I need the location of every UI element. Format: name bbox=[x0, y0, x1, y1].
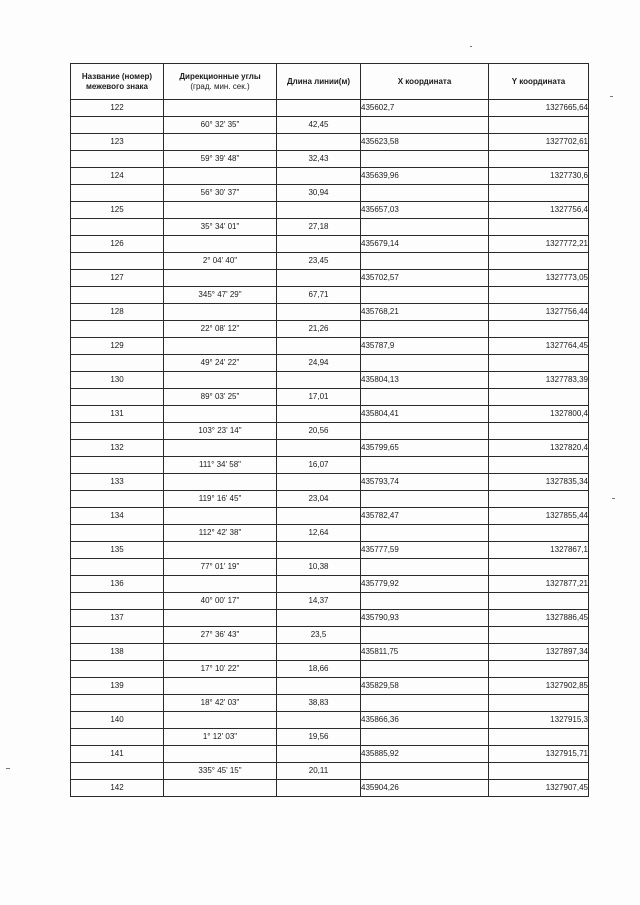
empty-cell bbox=[361, 253, 489, 270]
y-coordinate-cell: 1327855,44 bbox=[489, 508, 589, 525]
empty-cell bbox=[71, 593, 164, 610]
empty-cell bbox=[164, 202, 277, 219]
y-coordinate-cell: 1327783,39 bbox=[489, 372, 589, 389]
empty-cell bbox=[164, 746, 277, 763]
x-coordinate-cell: 435866,36 bbox=[361, 712, 489, 729]
point-name-cell: 128 bbox=[71, 304, 164, 321]
line-length-cell: 38,83 bbox=[277, 695, 361, 712]
empty-cell bbox=[71, 661, 164, 678]
point-row bbox=[71, 168, 589, 185]
point-name-cell: 132 bbox=[71, 440, 164, 457]
empty-cell bbox=[277, 338, 361, 355]
empty-cell bbox=[164, 474, 277, 491]
empty-cell bbox=[489, 559, 589, 576]
direction-angle-cell: 335° 45' 15" bbox=[164, 763, 277, 780]
scan-speck bbox=[470, 46, 472, 47]
point-name-cell: 140 bbox=[71, 712, 164, 729]
direction-angle-cell: 18° 42' 03" bbox=[164, 695, 277, 712]
scan-speck bbox=[6, 768, 10, 769]
empty-cell bbox=[164, 678, 277, 695]
y-coordinate-cell: 1327877,21 bbox=[489, 576, 589, 593]
point-name-cell: 137 bbox=[71, 610, 164, 627]
point-name-cell: 134 bbox=[71, 508, 164, 525]
empty-cell bbox=[361, 593, 489, 610]
x-coordinate-cell: 435657,03 bbox=[361, 202, 489, 219]
point-row bbox=[71, 202, 589, 219]
line-length-cell: 20,56 bbox=[277, 423, 361, 440]
empty-cell bbox=[277, 440, 361, 457]
line-length-cell: 67,71 bbox=[277, 287, 361, 304]
point-name-cell: 135 bbox=[71, 542, 164, 559]
point-name-cell: 126 bbox=[71, 236, 164, 253]
line-length-cell: 42,45 bbox=[277, 117, 361, 134]
empty-cell bbox=[489, 695, 589, 712]
direction-angle-cell: 111° 34' 58" bbox=[164, 457, 277, 474]
y-coordinate-cell: 1327756,4 bbox=[489, 202, 589, 219]
empty-cell bbox=[489, 253, 589, 270]
y-coordinate-cell: 1327902,85 bbox=[489, 678, 589, 695]
empty-cell bbox=[164, 644, 277, 661]
empty-cell bbox=[71, 457, 164, 474]
empty-cell bbox=[361, 151, 489, 168]
x-coordinate-cell: 435639,96 bbox=[361, 168, 489, 185]
empty-cell bbox=[71, 729, 164, 746]
segment-row bbox=[71, 457, 589, 474]
empty-cell bbox=[164, 338, 277, 355]
line-length-cell: 32,43 bbox=[277, 151, 361, 168]
empty-cell bbox=[361, 525, 489, 542]
empty-cell bbox=[277, 508, 361, 525]
empty-cell bbox=[164, 542, 277, 559]
empty-cell bbox=[361, 355, 489, 372]
y-coordinate-cell: 1327907,45 bbox=[489, 780, 589, 797]
line-length-cell: 23,45 bbox=[277, 253, 361, 270]
empty-cell bbox=[489, 423, 589, 440]
point-name-cell: 139 bbox=[71, 678, 164, 695]
empty-cell bbox=[277, 746, 361, 763]
empty-cell bbox=[71, 253, 164, 270]
point-name-cell: 141 bbox=[71, 746, 164, 763]
direction-angle-cell: 103° 23' 14" bbox=[164, 423, 277, 440]
empty-cell bbox=[277, 100, 361, 117]
table-header-row bbox=[71, 64, 589, 100]
y-coordinate-cell: 1327702,61 bbox=[489, 134, 589, 151]
direction-angle-cell: 60° 32' 35" bbox=[164, 117, 277, 134]
empty-cell bbox=[277, 406, 361, 423]
segment-row bbox=[71, 423, 589, 440]
empty-cell bbox=[489, 185, 589, 202]
y-coordinate-cell: 1327835,34 bbox=[489, 474, 589, 491]
point-name-cell: 142 bbox=[71, 780, 164, 797]
empty-cell bbox=[164, 236, 277, 253]
empty-cell bbox=[277, 678, 361, 695]
point-row bbox=[71, 372, 589, 389]
empty-cell bbox=[361, 389, 489, 406]
empty-cell bbox=[71, 491, 164, 508]
direction-angle-cell: 1° 12' 03" bbox=[164, 729, 277, 746]
y-coordinate-cell: 1327820,4 bbox=[489, 440, 589, 457]
empty-cell bbox=[489, 661, 589, 678]
empty-cell bbox=[489, 491, 589, 508]
line-length-cell: 21,26 bbox=[277, 321, 361, 338]
empty-cell bbox=[361, 491, 489, 508]
boundary-points-table bbox=[70, 63, 589, 797]
empty-cell bbox=[71, 321, 164, 338]
x-coordinate-cell: 435811,75 bbox=[361, 644, 489, 661]
y-coordinate-cell: 1327756,44 bbox=[489, 304, 589, 321]
line-length-cell: 24,94 bbox=[277, 355, 361, 372]
empty-cell bbox=[489, 117, 589, 134]
segment-row bbox=[71, 389, 589, 406]
point-name-cell: 136 bbox=[71, 576, 164, 593]
y-coordinate-cell: 1327800,4 bbox=[489, 406, 589, 423]
point-row bbox=[71, 712, 589, 729]
empty-cell bbox=[164, 610, 277, 627]
point-name-cell: 122 bbox=[71, 100, 164, 117]
direction-angle-cell: 56° 30' 37" bbox=[164, 185, 277, 202]
point-name-cell: 138 bbox=[71, 644, 164, 661]
empty-cell bbox=[277, 780, 361, 797]
direction-angle-cell: 27° 36' 43" bbox=[164, 627, 277, 644]
segment-row bbox=[71, 661, 589, 678]
direction-angle-cell: 22° 08' 12" bbox=[164, 321, 277, 338]
point-name-cell: 133 bbox=[71, 474, 164, 491]
x-coordinate-cell: 435804,13 bbox=[361, 372, 489, 389]
empty-cell bbox=[361, 559, 489, 576]
empty-cell bbox=[361, 219, 489, 236]
x-coordinate-cell: 435768,21 bbox=[361, 304, 489, 321]
direction-angle-cell: 59° 39' 48" bbox=[164, 151, 277, 168]
empty-cell bbox=[71, 151, 164, 168]
x-coordinate-cell: 435679,14 bbox=[361, 236, 489, 253]
empty-cell bbox=[164, 780, 277, 797]
direction-angle-cell: 2° 04' 40" bbox=[164, 253, 277, 270]
point-row bbox=[71, 610, 589, 627]
x-coordinate-cell: 435777,59 bbox=[361, 542, 489, 559]
empty-cell bbox=[361, 763, 489, 780]
segment-row bbox=[71, 151, 589, 168]
empty-cell bbox=[164, 508, 277, 525]
empty-cell bbox=[277, 644, 361, 661]
empty-cell bbox=[489, 219, 589, 236]
empty-cell bbox=[277, 202, 361, 219]
direction-angle-cell: 112° 42' 38" bbox=[164, 525, 277, 542]
header-line-length: Длина линии(м) bbox=[277, 64, 361, 100]
segment-row bbox=[71, 117, 589, 134]
empty-cell bbox=[277, 372, 361, 389]
segment-row bbox=[71, 729, 589, 746]
x-coordinate-cell: 435793,74 bbox=[361, 474, 489, 491]
direction-angle-cell: 77° 01' 19" bbox=[164, 559, 277, 576]
empty-cell bbox=[164, 576, 277, 593]
empty-cell bbox=[489, 287, 589, 304]
empty-cell bbox=[361, 695, 489, 712]
empty-cell bbox=[277, 134, 361, 151]
empty-cell bbox=[489, 627, 589, 644]
x-coordinate-cell: 435790,93 bbox=[361, 610, 489, 627]
line-length-cell: 20,11 bbox=[277, 763, 361, 780]
empty-cell bbox=[71, 763, 164, 780]
direction-angle-cell: 345° 47' 29" bbox=[164, 287, 277, 304]
empty-cell bbox=[361, 117, 489, 134]
segment-row bbox=[71, 525, 589, 542]
point-name-cell: 124 bbox=[71, 168, 164, 185]
line-length-cell: 27,18 bbox=[277, 219, 361, 236]
empty-cell bbox=[71, 185, 164, 202]
empty-cell bbox=[164, 168, 277, 185]
direction-angle-cell: 35° 34' 01" bbox=[164, 219, 277, 236]
empty-cell bbox=[277, 304, 361, 321]
line-length-cell: 30,94 bbox=[277, 185, 361, 202]
point-row bbox=[71, 644, 589, 661]
segment-row bbox=[71, 185, 589, 202]
segment-row bbox=[71, 355, 589, 372]
segment-row bbox=[71, 287, 589, 304]
table-body bbox=[71, 100, 589, 797]
line-length-cell: 14,37 bbox=[277, 593, 361, 610]
point-row bbox=[71, 542, 589, 559]
x-coordinate-cell: 435787,9 bbox=[361, 338, 489, 355]
point-row bbox=[71, 406, 589, 423]
empty-cell bbox=[489, 151, 589, 168]
header-direction-angle bbox=[164, 64, 277, 100]
segment-row bbox=[71, 763, 589, 780]
x-coordinate-cell: 435885,92 bbox=[361, 746, 489, 763]
empty-cell bbox=[164, 406, 277, 423]
line-length-cell: 19,56 bbox=[277, 729, 361, 746]
point-row bbox=[71, 270, 589, 287]
empty-cell bbox=[361, 185, 489, 202]
line-length-cell: 12,64 bbox=[277, 525, 361, 542]
empty-cell bbox=[277, 576, 361, 593]
segment-row bbox=[71, 321, 589, 338]
point-row bbox=[71, 678, 589, 695]
empty-cell bbox=[164, 372, 277, 389]
empty-cell bbox=[164, 100, 277, 117]
empty-cell bbox=[277, 474, 361, 491]
empty-cell bbox=[489, 389, 589, 406]
empty-cell bbox=[361, 321, 489, 338]
point-name-cell: 127 bbox=[71, 270, 164, 287]
y-coordinate-cell: 1327915,71 bbox=[489, 746, 589, 763]
point-name-cell: 130 bbox=[71, 372, 164, 389]
line-length-cell: 10,38 bbox=[277, 559, 361, 576]
empty-cell bbox=[164, 712, 277, 729]
empty-cell bbox=[489, 593, 589, 610]
empty-cell bbox=[71, 627, 164, 644]
segment-row bbox=[71, 559, 589, 576]
empty-cell bbox=[489, 525, 589, 542]
y-coordinate-cell: 1327897,34 bbox=[489, 644, 589, 661]
point-name-cell: 129 bbox=[71, 338, 164, 355]
point-name-cell: 123 bbox=[71, 134, 164, 151]
y-coordinate-cell: 1327915,3 bbox=[489, 712, 589, 729]
point-row bbox=[71, 780, 589, 797]
direction-angle-cell: 89° 03' 25" bbox=[164, 389, 277, 406]
empty-cell bbox=[277, 168, 361, 185]
direction-angle-cell: 119° 16' 45" bbox=[164, 491, 277, 508]
point-row bbox=[71, 134, 589, 151]
empty-cell bbox=[277, 236, 361, 253]
direction-angle-cell: 49° 24' 22" bbox=[164, 355, 277, 372]
empty-cell bbox=[277, 542, 361, 559]
empty-cell bbox=[277, 270, 361, 287]
segment-row bbox=[71, 253, 589, 270]
segment-row bbox=[71, 219, 589, 236]
y-coordinate-cell: 1327772,21 bbox=[489, 236, 589, 253]
x-coordinate-cell: 435904,26 bbox=[361, 780, 489, 797]
empty-cell bbox=[489, 729, 589, 746]
point-row bbox=[71, 236, 589, 253]
segment-row bbox=[71, 491, 589, 508]
scan-speck bbox=[610, 96, 613, 97]
x-coordinate-cell: 435602,7 bbox=[361, 100, 489, 117]
empty-cell bbox=[71, 117, 164, 134]
empty-cell bbox=[164, 440, 277, 457]
x-coordinate-cell: 435829,58 bbox=[361, 678, 489, 695]
point-row bbox=[71, 338, 589, 355]
empty-cell bbox=[361, 729, 489, 746]
empty-cell bbox=[489, 321, 589, 338]
empty-cell bbox=[71, 525, 164, 542]
empty-cell bbox=[361, 457, 489, 474]
point-name-cell: 125 bbox=[71, 202, 164, 219]
header-x-coordinate: X координата bbox=[361, 64, 489, 100]
point-row bbox=[71, 440, 589, 457]
empty-cell bbox=[71, 287, 164, 304]
point-name-cell: 131 bbox=[71, 406, 164, 423]
empty-cell bbox=[361, 627, 489, 644]
point-row bbox=[71, 576, 589, 593]
empty-cell bbox=[361, 287, 489, 304]
point-row bbox=[71, 508, 589, 525]
x-coordinate-cell: 435623,58 bbox=[361, 134, 489, 151]
line-length-cell: 23,5 bbox=[277, 627, 361, 644]
empty-cell bbox=[71, 695, 164, 712]
empty-cell bbox=[277, 712, 361, 729]
empty-cell bbox=[164, 304, 277, 321]
empty-cell bbox=[489, 763, 589, 780]
segment-row bbox=[71, 695, 589, 712]
y-coordinate-cell: 1327665,64 bbox=[489, 100, 589, 117]
y-coordinate-cell: 1327886,45 bbox=[489, 610, 589, 627]
point-row bbox=[71, 746, 589, 763]
empty-cell bbox=[164, 134, 277, 151]
empty-cell bbox=[361, 661, 489, 678]
empty-cell bbox=[71, 389, 164, 406]
header-angle-title: Дирекционные углы bbox=[179, 71, 261, 81]
x-coordinate-cell: 435799,65 bbox=[361, 440, 489, 457]
empty-cell bbox=[489, 457, 589, 474]
line-length-cell: 17,01 bbox=[277, 389, 361, 406]
x-coordinate-cell: 435779,92 bbox=[361, 576, 489, 593]
header-point-name: Название (номер) межевого знака bbox=[71, 64, 164, 100]
point-row bbox=[71, 304, 589, 321]
point-row bbox=[71, 100, 589, 117]
header-y-coordinate: Y координата bbox=[489, 64, 589, 100]
x-coordinate-cell: 435702,57 bbox=[361, 270, 489, 287]
empty-cell bbox=[361, 423, 489, 440]
empty-cell bbox=[71, 355, 164, 372]
y-coordinate-cell: 1327764,45 bbox=[489, 338, 589, 355]
empty-cell bbox=[277, 610, 361, 627]
line-length-cell: 16,07 bbox=[277, 457, 361, 474]
empty-cell bbox=[71, 219, 164, 236]
x-coordinate-cell: 435782,47 bbox=[361, 508, 489, 525]
y-coordinate-cell: 1327867,1 bbox=[489, 542, 589, 559]
segment-row bbox=[71, 593, 589, 610]
x-coordinate-cell: 435804,41 bbox=[361, 406, 489, 423]
y-coordinate-cell: 1327773,05 bbox=[489, 270, 589, 287]
scan-speck bbox=[612, 498, 615, 499]
line-length-cell: 18,66 bbox=[277, 661, 361, 678]
line-length-cell: 23,04 bbox=[277, 491, 361, 508]
empty-cell bbox=[71, 559, 164, 576]
y-coordinate-cell: 1327730,6 bbox=[489, 168, 589, 185]
header-angle-units: (град. мин. сек.) bbox=[190, 81, 250, 91]
empty-cell bbox=[164, 270, 277, 287]
segment-row bbox=[71, 627, 589, 644]
direction-angle-cell: 17° 10' 22" bbox=[164, 661, 277, 678]
point-row bbox=[71, 474, 589, 491]
direction-angle-cell: 40° 00' 17" bbox=[164, 593, 277, 610]
empty-cell bbox=[489, 355, 589, 372]
empty-cell bbox=[71, 423, 164, 440]
